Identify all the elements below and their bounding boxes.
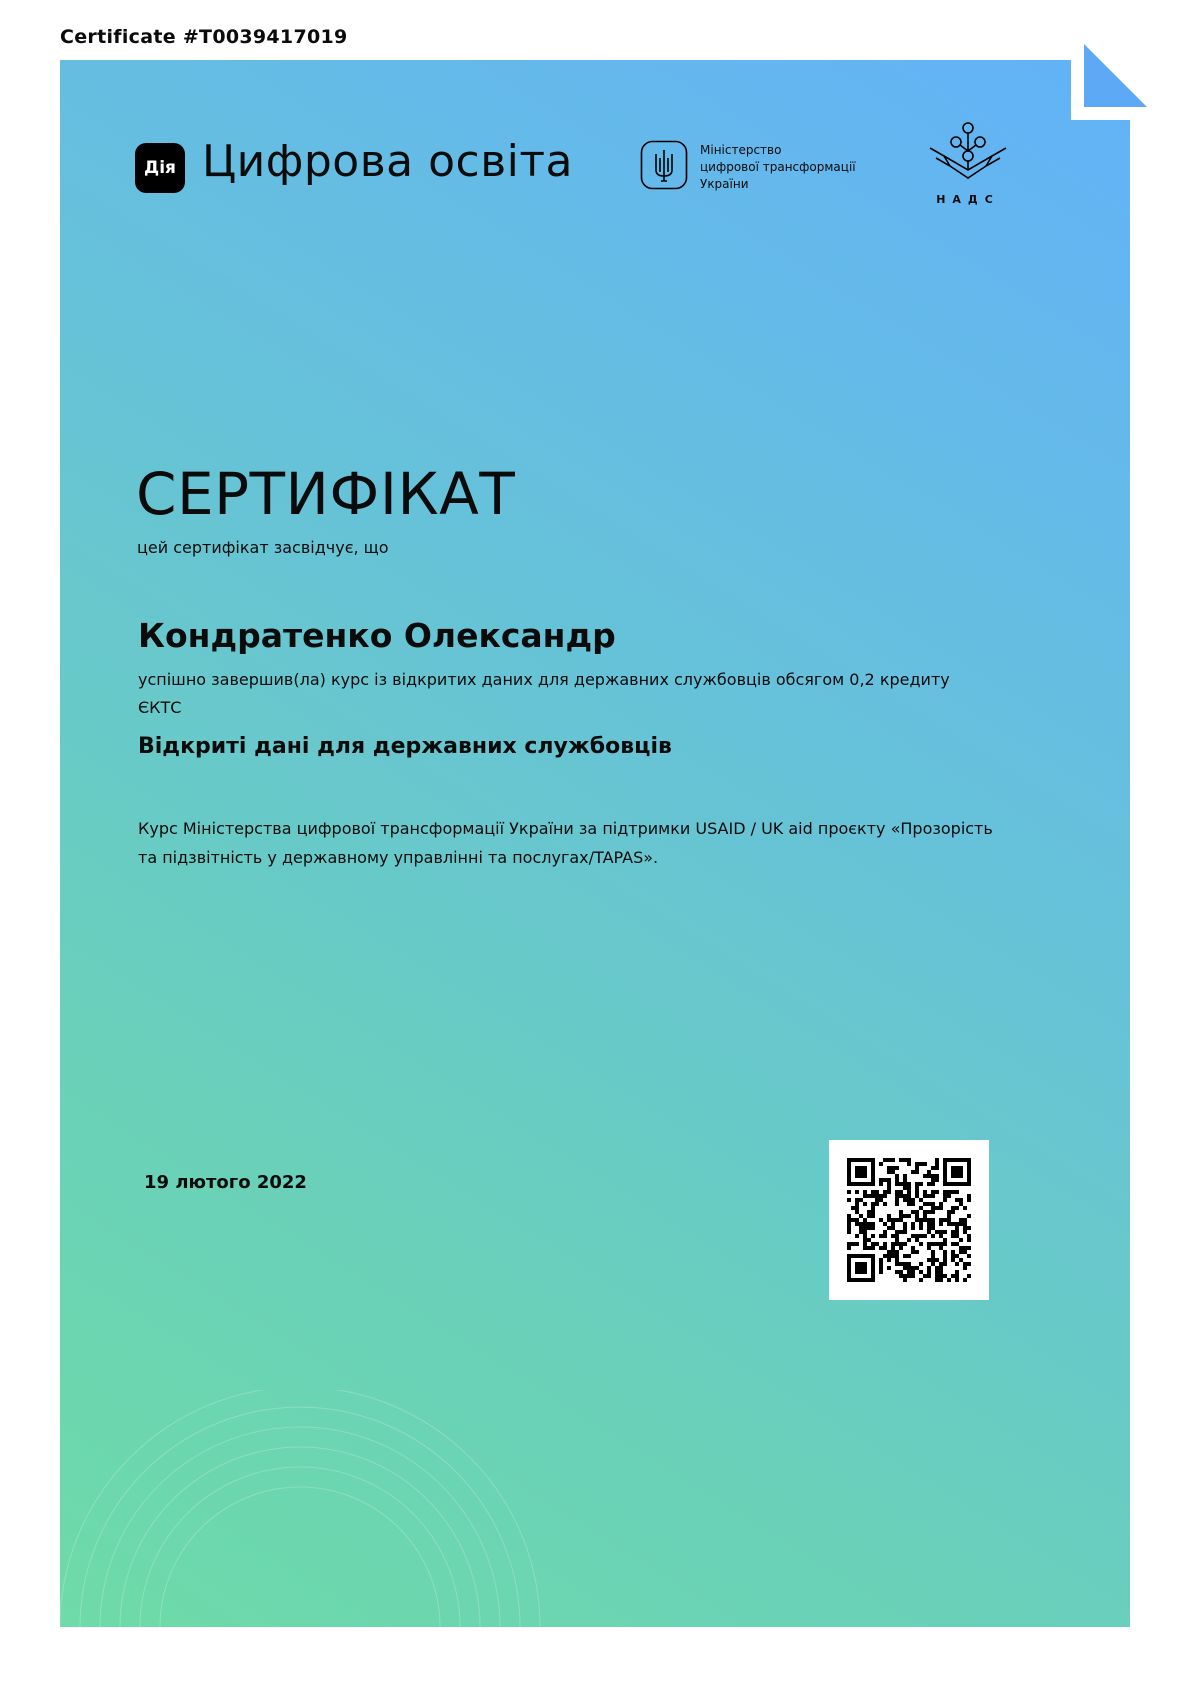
diia-logo: Дія: [135, 143, 185, 193]
ministry-name: [700, 142, 880, 193]
ministry-line: Міністерство: [700, 143, 782, 157]
qr-code[interactable]: [829, 1140, 989, 1300]
course-title: Відкриті дані для державних службовців: [138, 734, 672, 759]
trident-emblem-icon: [640, 140, 688, 190]
certificate-card: [60, 60, 1130, 1627]
certificate-heading: СЕРТИФІКАТ: [136, 460, 516, 528]
nads-emblem-icon: [926, 120, 1010, 192]
completion-text: успішно завершив(ла) курс із відкритих даних для державних службовців обсягом 0,2 кредиту ЄКТС: [138, 670, 950, 717]
qr-code-image: [847, 1158, 971, 1282]
certificate-subheading: цей сертифікат засвідчує, що: [137, 538, 389, 557]
course-description: Курс Міністерства цифрової трансформації України за підтримки USAID / UK aid проєкту «Прозорість та підзвітність у державному управлінні та послугах/TAPAS».: [138, 819, 993, 867]
brand-title: Цифрова освіта: [202, 136, 573, 187]
nads-label: НАДС: [936, 193, 1000, 206]
certificate-id: Certificate #T0039417019: [60, 26, 348, 48]
ministry-line: цифрової трансформації: [700, 160, 856, 174]
corner-fold: [1084, 44, 1147, 107]
recipient-name: Кондратенко Олександр: [138, 616, 616, 655]
decorative-arcs: [60, 1390, 560, 1627]
issue-date: 19 лютого 2022: [144, 1172, 307, 1193]
ministry-line: України: [700, 177, 749, 191]
